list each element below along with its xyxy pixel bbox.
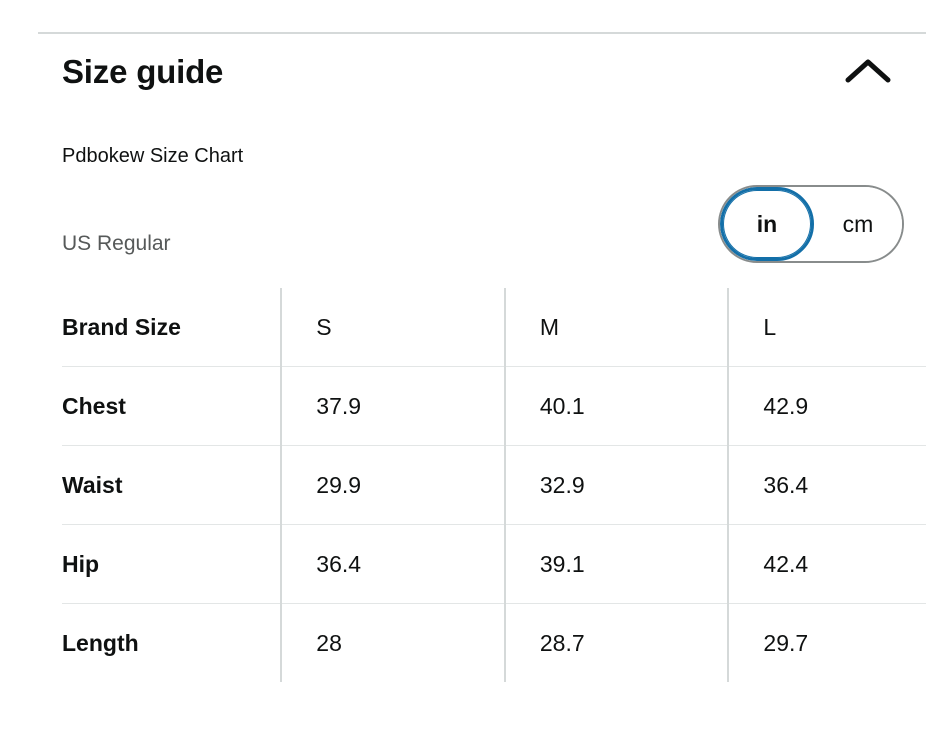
size-chart-table [62,288,926,682]
column-header-m: M [505,288,729,367]
column-header-l: L [728,288,926,367]
cell-waist-s: 29.9 [281,446,505,525]
cell-chest-l: 42.9 [728,367,926,446]
row-label-hip: Hip [62,525,281,604]
row-label-length: Length [62,604,281,683]
cell-hip-s: 36.4 [281,525,505,604]
size-chart-name: Pdbokew Size Chart [62,145,244,167]
cell-length-l: 29.7 [728,604,926,683]
unit-option-cm[interactable]: cm [814,187,902,261]
cell-waist-m: 32.9 [505,446,729,525]
row-label-waist: Waist [62,446,281,525]
table-header-row [62,288,926,367]
column-header-s: S [281,288,505,367]
size-guide-header [62,44,900,100]
table-row [62,367,926,446]
cell-length-s: 28 [281,604,505,683]
fit-type-label: US Regular [62,232,171,255]
page-title: Size guide [62,52,224,90]
unit-option-in[interactable]: in [720,187,814,261]
cell-length-m: 28.7 [505,604,729,683]
cell-chest-s: 37.9 [281,367,505,446]
table-row [62,525,926,604]
cell-waist-l: 36.4 [728,446,926,525]
cell-hip-m: 39.1 [505,525,729,604]
cell-chest-m: 40.1 [505,367,729,446]
chevron-up-icon [843,56,893,89]
table-row [62,604,926,683]
cell-hip-l: 42.4 [728,525,926,604]
section-divider [38,32,926,34]
table-row [62,446,926,525]
collapse-section-button[interactable] [840,48,896,96]
unit-toggle[interactable] [718,185,904,263]
table-row-header-label: Brand Size [62,313,181,340]
row-label-chest: Chest [62,367,281,446]
